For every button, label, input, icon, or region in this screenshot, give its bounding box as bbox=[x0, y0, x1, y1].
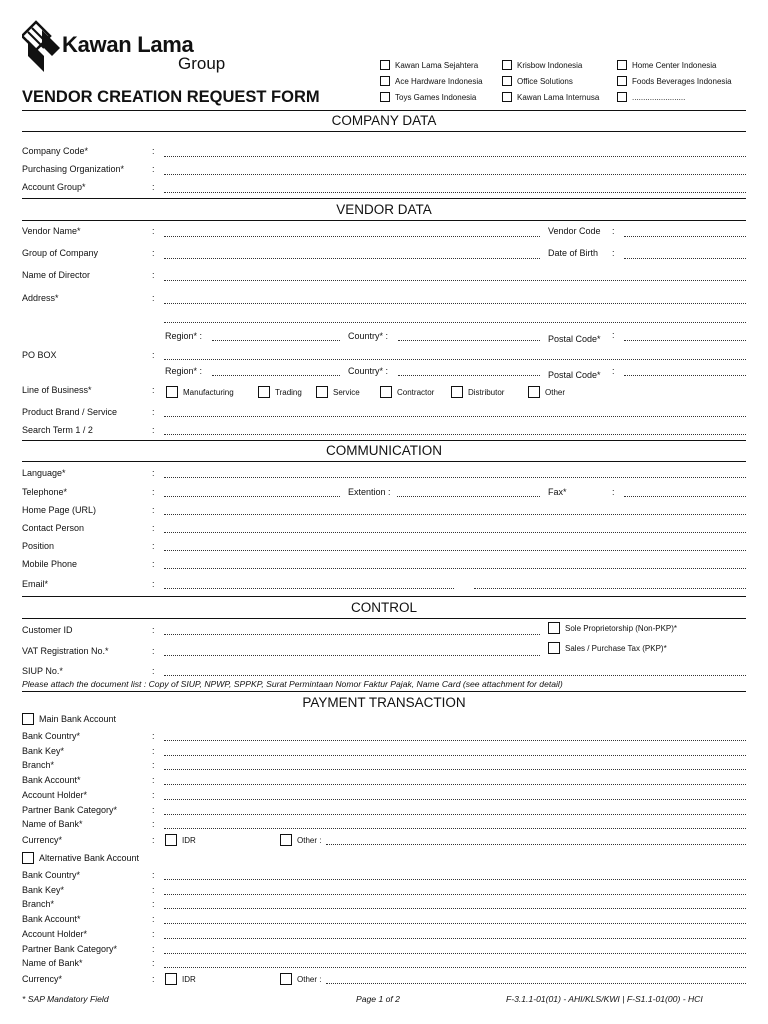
label-bank-field: Name of Bank* bbox=[22, 819, 83, 830]
section-rule bbox=[22, 131, 746, 132]
section-rule bbox=[22, 691, 746, 692]
option-label: IDR bbox=[182, 835, 196, 845]
field-country-pobox[interactable] bbox=[398, 375, 540, 376]
checkbox[interactable] bbox=[617, 60, 627, 70]
label-postal-code: Postal Code* bbox=[548, 334, 601, 344]
field-email-1[interactable] bbox=[164, 588, 454, 589]
business-option-trading[interactable] bbox=[258, 386, 302, 398]
field-region[interactable] bbox=[212, 340, 340, 341]
option-label: Main Bank Account bbox=[39, 714, 117, 724]
field-vat[interactable] bbox=[164, 655, 540, 656]
label-customer-id: Customer ID bbox=[22, 625, 73, 635]
colon: : bbox=[152, 468, 155, 478]
field-position[interactable] bbox=[164, 550, 746, 551]
colon: : bbox=[152, 731, 155, 741]
logo bbox=[22, 20, 242, 76]
option-label: Service bbox=[333, 387, 360, 397]
checkbox[interactable] bbox=[548, 622, 560, 634]
option-sole-proprietorship[interactable] bbox=[548, 622, 677, 634]
checkbox[interactable] bbox=[22, 713, 34, 725]
label-position: Position bbox=[22, 541, 55, 551]
footer-form-code: F-3.1.1-01(01) - AHI/KLS/KWI | F-S1.1-01(00) - HCI bbox=[506, 994, 703, 1004]
field-siup[interactable] bbox=[164, 675, 746, 676]
checkbox[interactable] bbox=[165, 834, 177, 846]
field-home-page[interactable] bbox=[164, 514, 746, 515]
field-bank-value[interactable] bbox=[164, 879, 746, 880]
field-account-group[interactable] bbox=[164, 192, 746, 193]
label-contact-person: Contact Person bbox=[22, 523, 85, 533]
colon: : bbox=[152, 819, 155, 830]
company-label: Kawan Lama Internusa bbox=[517, 92, 600, 102]
field-bank-value[interactable] bbox=[164, 755, 746, 756]
colon: : bbox=[612, 330, 615, 340]
section-rule bbox=[22, 618, 746, 619]
colon: : bbox=[152, 293, 155, 303]
checkbox[interactable] bbox=[528, 386, 540, 398]
colon: : bbox=[152, 958, 155, 969]
label-currency: Currency* bbox=[22, 835, 63, 845]
label-home-page: Home Page (URL) bbox=[22, 505, 97, 515]
form-title: VENDOR CREATION REQUEST FORM bbox=[22, 88, 320, 106]
colon: : bbox=[152, 559, 155, 569]
business-option-service[interactable] bbox=[316, 386, 360, 398]
option-label: Other : bbox=[297, 835, 322, 845]
colon: : bbox=[152, 226, 155, 236]
checkbox[interactable] bbox=[548, 642, 560, 654]
label-currency: Currency* bbox=[22, 974, 63, 984]
currency-other[interactable] bbox=[280, 834, 321, 846]
colon: : bbox=[152, 425, 155, 435]
colon: : bbox=[152, 928, 155, 939]
colon: : bbox=[152, 146, 155, 156]
business-option-other[interactable] bbox=[528, 386, 565, 398]
colon: : bbox=[152, 270, 155, 280]
business-option-contractor[interactable] bbox=[380, 386, 434, 398]
colon: : bbox=[152, 407, 155, 417]
label-bank-field: Bank Country* bbox=[22, 870, 81, 880]
colon: : bbox=[152, 804, 155, 815]
checkbox[interactable] bbox=[380, 76, 390, 86]
label-bank-field: Name of Bank* bbox=[22, 958, 83, 969]
field-extention[interactable] bbox=[397, 496, 540, 497]
colon: : bbox=[152, 579, 155, 589]
colon: : bbox=[152, 745, 155, 756]
label-company-code: Company Code* bbox=[22, 146, 89, 156]
option-main-bank[interactable] bbox=[22, 713, 116, 725]
colon: : bbox=[152, 182, 155, 192]
field-purchasing-org[interactable] bbox=[164, 174, 746, 175]
field-telephone[interactable] bbox=[164, 496, 340, 497]
section-title-vendor: VENDOR DATA bbox=[336, 202, 432, 217]
section-title-communication: COMMUNICATION bbox=[326, 443, 442, 458]
colon: : bbox=[152, 541, 155, 551]
field-region-pobox[interactable] bbox=[212, 375, 340, 376]
company-label: Foods Beverages Indonesia bbox=[632, 76, 732, 86]
label-bank-field: Partner Bank Category* bbox=[22, 804, 118, 815]
company-label: ........................ bbox=[632, 92, 686, 102]
field-company-code[interactable] bbox=[164, 156, 746, 157]
checkbox[interactable] bbox=[165, 973, 177, 985]
colon: : bbox=[152, 505, 155, 515]
label-bank-field: Account Holder* bbox=[22, 789, 88, 800]
label-telephone: Telephone* bbox=[22, 487, 68, 497]
checkbox[interactable] bbox=[380, 386, 392, 398]
field-bank-value[interactable] bbox=[164, 769, 746, 770]
checkbox[interactable] bbox=[380, 60, 390, 70]
company-option[interactable] bbox=[617, 76, 732, 86]
field-mobile-phone[interactable] bbox=[164, 568, 746, 569]
company-option[interactable] bbox=[502, 92, 599, 102]
currency-idr[interactable] bbox=[165, 834, 196, 846]
field-vendor-name[interactable] bbox=[164, 236, 540, 237]
field-bank-value[interactable] bbox=[164, 814, 746, 815]
colon: : bbox=[152, 943, 155, 954]
section-rule bbox=[22, 198, 746, 199]
checkbox[interactable] bbox=[502, 60, 512, 70]
colon: : bbox=[152, 914, 155, 925]
label-vat: VAT Registration No.* bbox=[22, 646, 109, 656]
company-label: Home Center Indonesia bbox=[632, 60, 717, 70]
label-postal-code: Postal Code* bbox=[548, 370, 601, 380]
label-account-group: Account Group* bbox=[22, 182, 86, 192]
checkbox[interactable] bbox=[617, 92, 627, 102]
company-option[interactable] bbox=[380, 92, 476, 102]
field-group-of-company[interactable] bbox=[164, 258, 540, 259]
field-bank-value[interactable] bbox=[164, 894, 746, 895]
label-region: Region* : bbox=[165, 331, 203, 341]
option-label: Other bbox=[545, 387, 566, 397]
label-vendor-code: Vendor Code bbox=[548, 226, 601, 236]
colon: : bbox=[612, 366, 615, 376]
field-bank-value[interactable] bbox=[164, 799, 746, 800]
colon: : bbox=[152, 974, 155, 984]
field-bank-value[interactable] bbox=[164, 938, 746, 939]
company-option[interactable] bbox=[380, 76, 483, 86]
label-bank-field: Bank Account* bbox=[22, 775, 81, 786]
label-po-box: PO BOX bbox=[22, 350, 57, 360]
field-currency-other[interactable] bbox=[326, 844, 746, 845]
label-bank-field: Account Holder* bbox=[22, 928, 88, 939]
checkbox[interactable] bbox=[380, 92, 390, 102]
company-label: Kawan Lama Sejahtera bbox=[395, 60, 479, 70]
label-product-brand: Product Brand / Service bbox=[22, 407, 118, 417]
colon: : bbox=[152, 884, 155, 895]
colon: : bbox=[152, 385, 155, 395]
label-group-of-company: Group of Company bbox=[22, 248, 99, 258]
field-bank-value[interactable] bbox=[164, 908, 746, 909]
option-label: Distributor bbox=[468, 387, 505, 397]
label-bank-field: Branch* bbox=[22, 899, 55, 910]
colon: : bbox=[152, 789, 155, 800]
field-customer-id[interactable] bbox=[164, 634, 540, 635]
field-address-line2[interactable] bbox=[164, 322, 746, 323]
colon: : bbox=[612, 487, 615, 497]
option-label: Manufacturing bbox=[183, 387, 234, 397]
label-email: Email* bbox=[22, 579, 49, 589]
field-bank-value[interactable] bbox=[164, 953, 746, 954]
option-label: Other : bbox=[297, 974, 322, 984]
field-fax[interactable] bbox=[624, 496, 746, 497]
company-label: Toys Games Indonesia bbox=[395, 92, 477, 102]
option-label: Trading bbox=[275, 387, 302, 397]
field-bank-value[interactable] bbox=[164, 923, 746, 924]
field-address-line1[interactable] bbox=[164, 303, 746, 304]
colon: : bbox=[152, 164, 155, 174]
colon: : bbox=[152, 899, 155, 910]
company-label: Office Solutions bbox=[517, 76, 573, 86]
checkbox[interactable] bbox=[316, 386, 328, 398]
colon: : bbox=[612, 248, 615, 258]
brand-sub: Group bbox=[178, 54, 226, 73]
section-title-payment: PAYMENT TRANSACTION bbox=[302, 695, 466, 710]
field-search-term[interactable] bbox=[164, 434, 746, 435]
label-vendor-name: Vendor Name* bbox=[22, 226, 81, 236]
label-language: Language* bbox=[22, 468, 66, 478]
field-bank-value[interactable] bbox=[164, 784, 746, 785]
business-option-manufacturing[interactable] bbox=[166, 386, 234, 398]
colon: : bbox=[152, 835, 155, 845]
footer-mandatory-note: * SAP Mandatory Field bbox=[22, 994, 109, 1004]
colon: : bbox=[152, 487, 155, 497]
colon: : bbox=[152, 646, 155, 656]
field-bank-value[interactable] bbox=[164, 740, 746, 741]
company-option[interactable] bbox=[380, 60, 478, 70]
colon: : bbox=[152, 666, 155, 676]
label-purchasing-org: Purchasing Organization* bbox=[22, 164, 125, 174]
label-name-of-director: Name of Director bbox=[22, 270, 91, 280]
option-alt-bank[interactable] bbox=[22, 852, 139, 864]
label-siup: SIUP No.* bbox=[22, 666, 63, 676]
company-label: Krisbow Indonesia bbox=[517, 60, 583, 70]
field-postal-code[interactable] bbox=[624, 340, 746, 341]
company-option[interactable] bbox=[502, 60, 582, 70]
label-address: Address* bbox=[22, 293, 59, 303]
option-label: IDR bbox=[182, 974, 196, 984]
section-rule bbox=[22, 461, 746, 462]
company-option[interactable] bbox=[617, 60, 717, 70]
checkbox[interactable] bbox=[617, 76, 627, 86]
checkbox[interactable] bbox=[258, 386, 270, 398]
field-bank-value[interactable] bbox=[164, 828, 746, 829]
option-label: Sales / Purchase Tax (PKP)* bbox=[565, 643, 667, 653]
brand-name: Kawan Lama bbox=[62, 32, 194, 57]
company-option[interactable] bbox=[617, 92, 685, 102]
field-country[interactable] bbox=[398, 340, 540, 341]
section-rule bbox=[22, 596, 746, 597]
business-option-distributor[interactable] bbox=[451, 386, 504, 398]
field-email-2[interactable] bbox=[474, 588, 746, 589]
logo-mark-icon bbox=[22, 20, 64, 72]
field-bank-value[interactable] bbox=[164, 967, 746, 968]
label-fax: Fax* bbox=[548, 487, 567, 497]
attachment-note: Please attach the document list : Copy of SIUP, NPWP, SPPKP, Surat Permintaan Nomor Faktur Pajak, Name Card (see attachment for detail) bbox=[22, 679, 563, 689]
section-title-control: CONTROL bbox=[350, 600, 417, 615]
footer-page-number: Page 1 of 2 bbox=[356, 994, 400, 1004]
checkbox[interactable] bbox=[451, 386, 463, 398]
section-title-company: COMPANY DATA bbox=[331, 113, 437, 128]
colon: : bbox=[152, 350, 155, 360]
field-product-brand[interactable] bbox=[164, 416, 746, 417]
option-label: Alternative Bank Account bbox=[39, 853, 140, 863]
field-po-box[interactable] bbox=[164, 359, 746, 360]
option-label: Contractor bbox=[397, 387, 435, 397]
checkbox[interactable] bbox=[280, 834, 292, 846]
option-label: Sole Proprietorship (Non-PKP)* bbox=[565, 623, 678, 633]
field-postal-code-pobox[interactable] bbox=[624, 375, 746, 376]
label-country: Country* : bbox=[348, 366, 389, 376]
section-rule bbox=[22, 440, 746, 441]
label-bank-field: Bank Key* bbox=[22, 884, 65, 895]
colon: : bbox=[152, 760, 155, 771]
company-label: Ace Hardware Indonesia bbox=[395, 76, 483, 86]
field-date-of-birth[interactable] bbox=[624, 258, 746, 259]
field-currency-other[interactable] bbox=[326, 983, 746, 984]
label-bank-field: Branch* bbox=[22, 760, 55, 771]
checkbox[interactable] bbox=[22, 852, 34, 864]
field-name-of-director[interactable] bbox=[164, 280, 746, 281]
section-rule bbox=[22, 220, 746, 221]
label-extention: Extention : bbox=[348, 487, 391, 497]
checkbox[interactable] bbox=[280, 973, 292, 985]
label-bank-field: Partner Bank Category* bbox=[22, 943, 118, 954]
label-mobile-phone: Mobile Phone bbox=[22, 559, 78, 569]
field-language[interactable] bbox=[164, 477, 746, 478]
company-option[interactable] bbox=[502, 76, 573, 86]
colon: : bbox=[152, 870, 155, 880]
colon: : bbox=[612, 226, 615, 236]
colon: : bbox=[152, 775, 155, 786]
colon: : bbox=[152, 248, 155, 258]
colon: : bbox=[152, 523, 155, 533]
checkbox[interactable] bbox=[502, 76, 512, 86]
label-line-of-business: Line of Business* bbox=[22, 385, 92, 395]
label-bank-field: Bank Country* bbox=[22, 731, 81, 741]
label-search-term: Search Term 1 / 2 bbox=[22, 425, 93, 435]
section-rule bbox=[22, 110, 746, 111]
label-region: Region* : bbox=[165, 366, 203, 376]
colon: : bbox=[152, 625, 155, 635]
label-country: Country* : bbox=[348, 331, 389, 341]
checkbox[interactable] bbox=[166, 386, 178, 398]
field-contact-person[interactable] bbox=[164, 532, 746, 533]
label-bank-field: Bank Key* bbox=[22, 745, 65, 756]
field-vendor-code[interactable] bbox=[624, 236, 746, 237]
currency-other[interactable] bbox=[280, 973, 321, 985]
currency-idr[interactable] bbox=[165, 973, 196, 985]
company-selector bbox=[380, 60, 760, 108]
option-sales-tax[interactable] bbox=[548, 642, 667, 654]
checkbox[interactable] bbox=[502, 92, 512, 102]
label-bank-field: Bank Account* bbox=[22, 914, 81, 925]
label-date-of-birth: Date of Birth bbox=[548, 248, 599, 258]
